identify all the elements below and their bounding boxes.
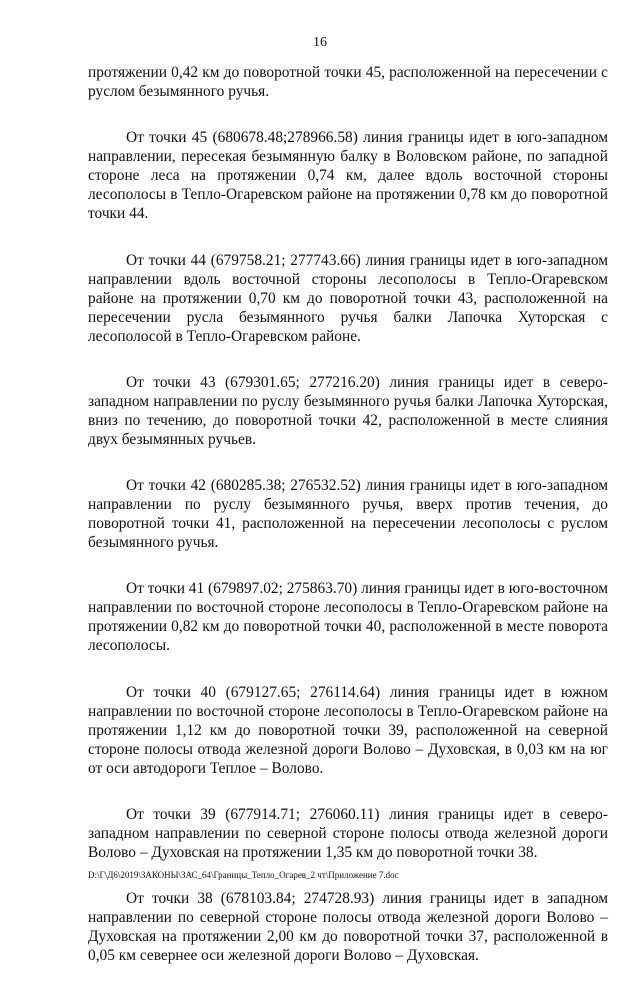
paragraph-point-40: От точки 40 (679127.65; 276114.64) линия границы идет в южном направлении по восточной стороне лесополосы в Тепло-Огаревском районе на протяжении 1,12 км до поворотной точки 39, расположенной на северной стороне полосы отвода железной дороги Волово – Духовская, в 0,03 км на юг от оси автодороги Теплое – Волово. xyxy=(88,683,608,777)
document-body xyxy=(88,63,608,993)
paragraph-point-38: От точки 38 (678103.84; 274728.93) линия границы идет в западном направлении по северной стороне полосы отвода железной дороги Волово – Духовская на протяжении 2,00 км до поворотной точки 37, расположенной в 0,05 км севернее оси железной дороги Волово – Духовская. xyxy=(88,890,608,965)
footer-file-path: D:\Г\Д6\2019\ЗАКОНЫ\ЗАС_64\Границы_Тепло_Огарев_2 чт\Приложение 7.doc xyxy=(88,870,399,880)
paragraph-continuation: протяжении 0,42 км до поворотной точки 45, расположенной на пересечении с руслом безымянного ручья. xyxy=(88,64,608,100)
paragraph-point-39: От точки 39 (677914.71; 276060.11) линия границы идет в северо-западном направлении по северной стороне полосы отвода железной дороги Волово – Духовская на протяжении 1,35 км до поворотной точки 38. xyxy=(88,806,608,862)
paragraph-point-45: От точки 45 (680678.48;278966.58) линия границы идет в юго-западном направлении, пересекая безымянную балку в Воловском районе, по западной стороне леса на протяжении 0,74 км, далее вдоль восточной стороны лесополосы в Тепло-Огаревском районе на протяжении 0,78 км до поворотной точки 44. xyxy=(88,129,608,223)
paragraph-point-43: От точки 43 (679301.65; 277216.20) линия границы идет в северо-западном направлении по руслу безымянного ручья балки Лапочка Хуторская, вниз по течению, до поворотной точки 42, расположенной в месте слияния двух безымянных ручьев. xyxy=(88,373,608,448)
paragraph-point-44: От точки 44 (679758.21; 277743.66) линия границы идет в юго-западном направлении вдоль восточной стороны лесополосы в Тепло-Огаревском районе на протяжении 0,70 км до поворотной точки 43, расположенной на пересечении русла безымянного ручья балки Лапочка Хуторская с лесополосой в Тепло-Огаревском районе. xyxy=(88,251,608,345)
paragraph-point-41: От точки 41 (679897.02; 275863.70) линия границы идет в юго-восточном направлении по восточной стороне лесополосы в Тепло-Огаревском районе на протяжении 0,82 км до поворотной точки 40, расположенной в месте поворота лесополосы. xyxy=(88,580,608,655)
page-number: 16 xyxy=(313,35,327,50)
paragraph-point-42: От точки 42 (680285.38; 276532.52) линия границы идет в юго-западном направлении по руслу безымянного ручья, вверх против течения, до поворотной точки 41, расположенной на пересечении лесополосы с руслом безымянного ручья. xyxy=(88,477,608,552)
